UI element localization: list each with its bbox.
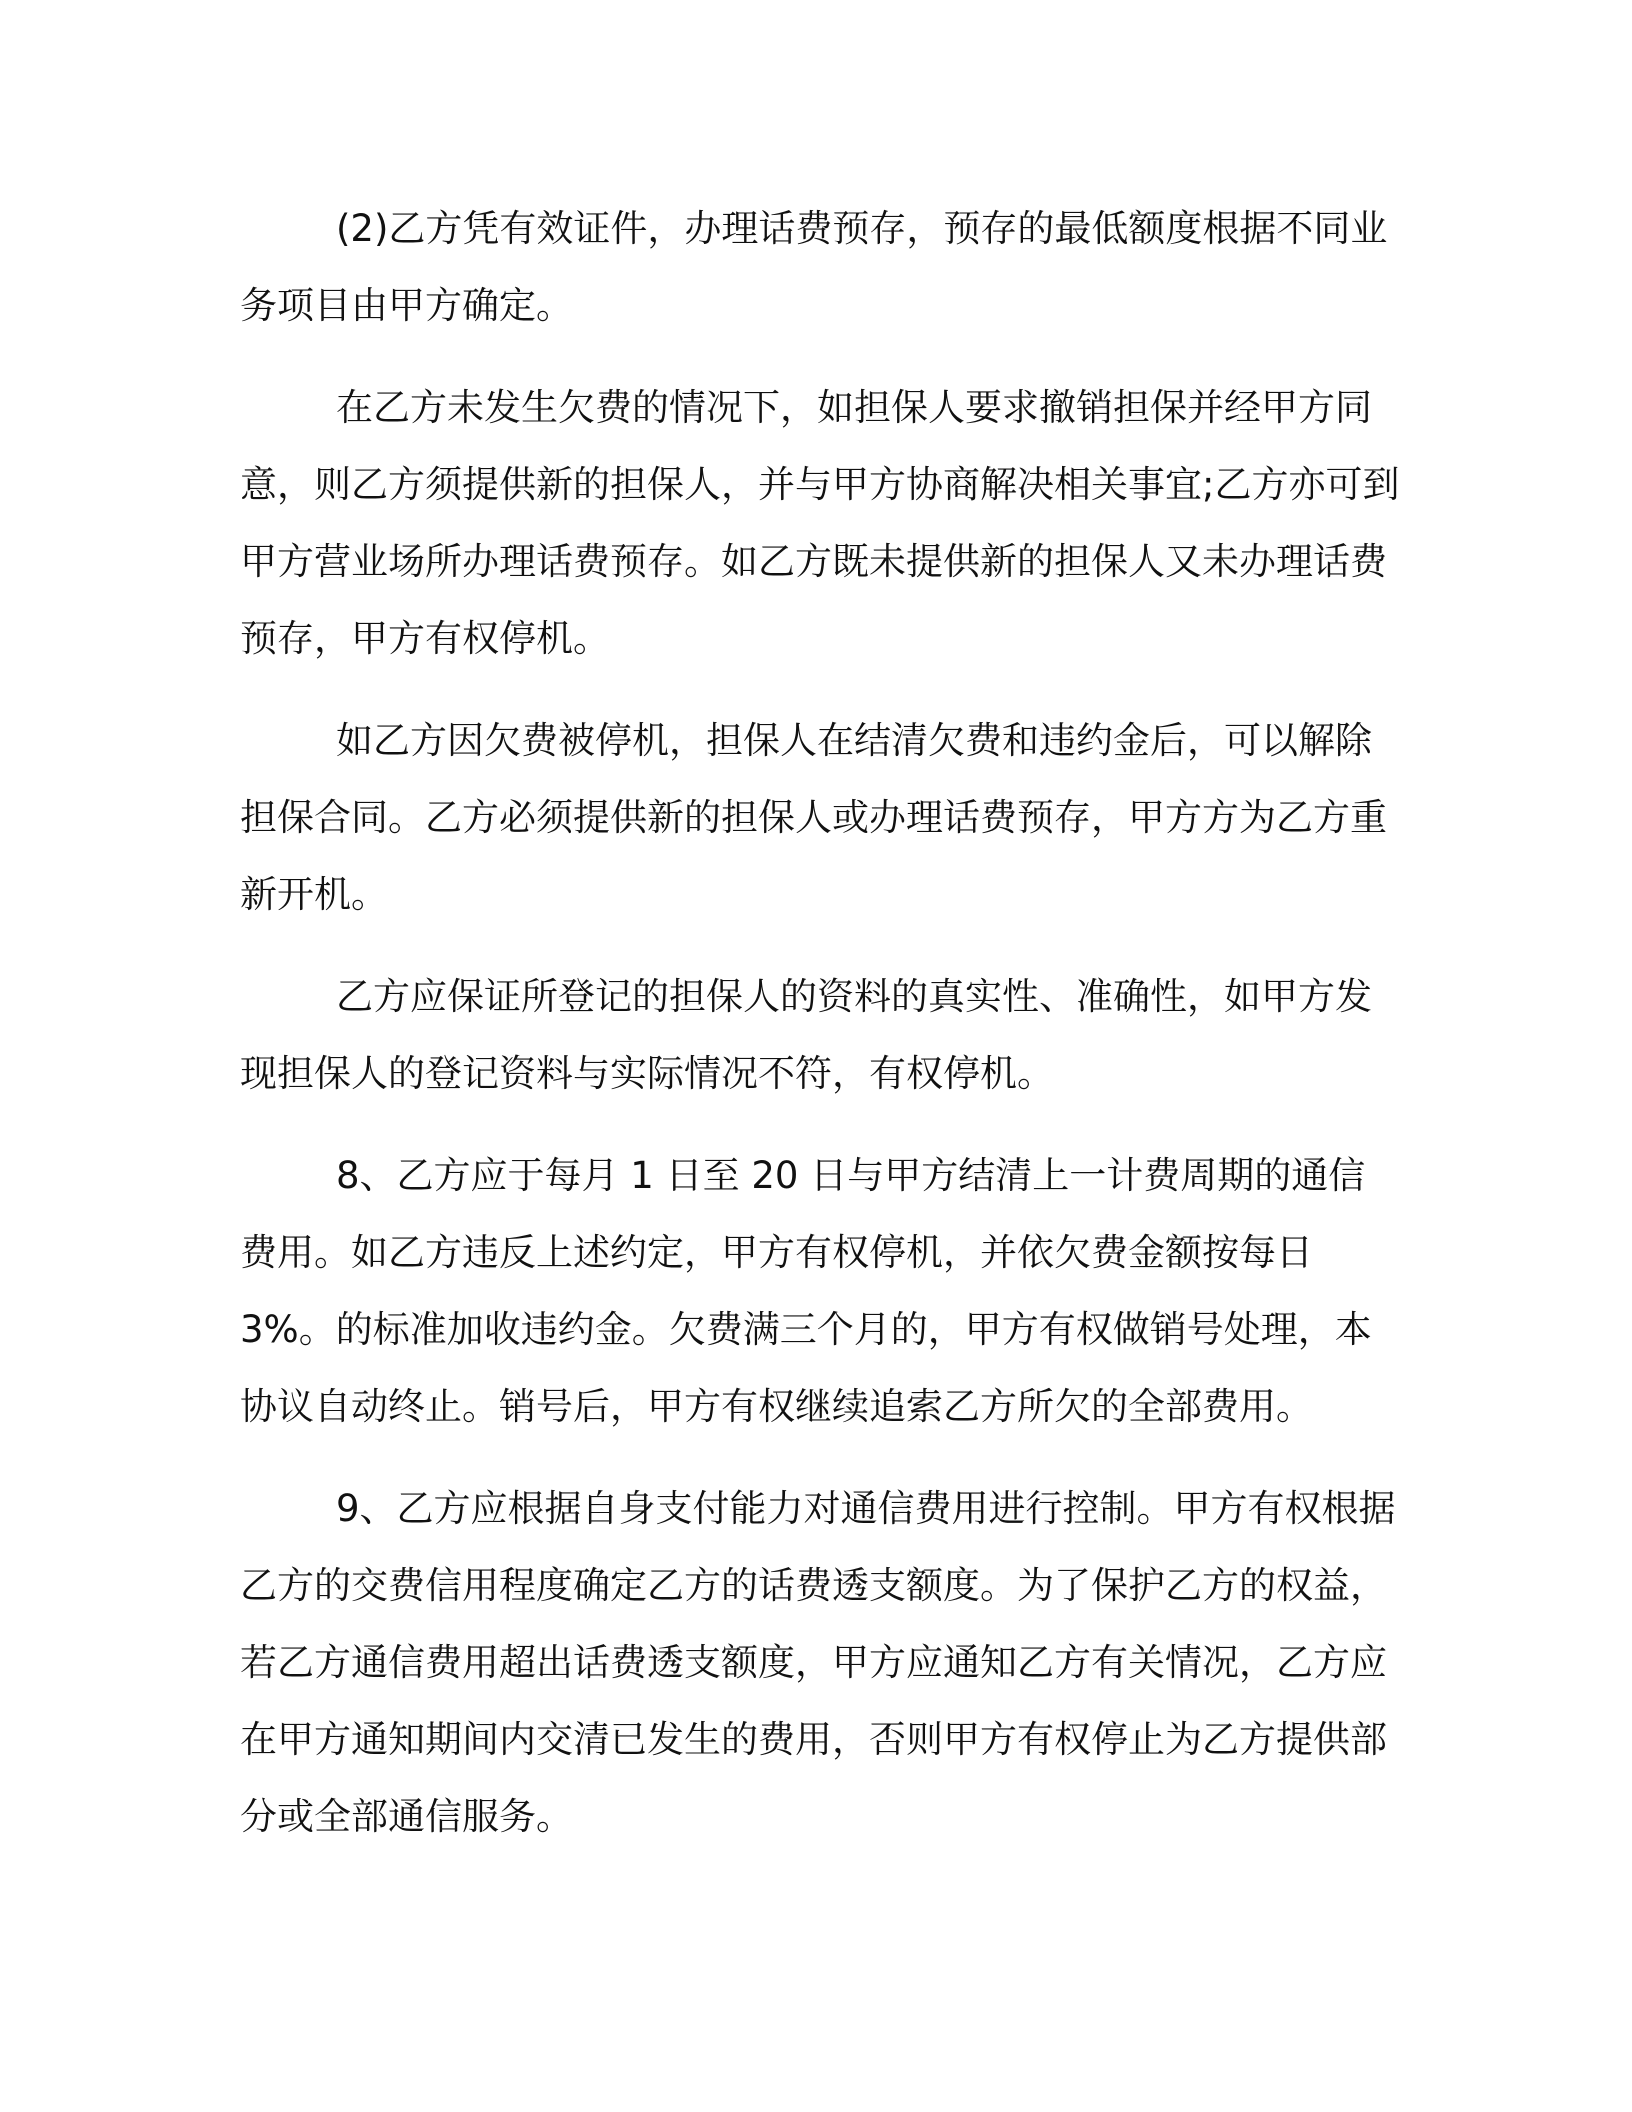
paragraph-clause-8: 8、乙方应于每月 1 日至 20 日与甲方结清上一计费周期的通信费用。如乙方违反上述约定，甲方有权停机，并依欠费金额按每日 3%。的标准加收违约金。欠费满三个月的，甲方有权做销号处理，本协议自动终止。销号后，甲方有权继续追索乙方所欠的全部费用。 <box>240 1154 1372 1428</box>
paragraph-suspension-release: 如乙方因欠费被停机，担保人在结清欠费和违约金后，可以解除担保合同。乙方必须提供新的担保人或办理话费预存，甲方方为乙方重新开机。 <box>240 719 1387 916</box>
paragraph-clause-9: 9、乙方应根据自身支付能力对通信费用进行控制。甲方有权根据乙方的交费信用程度确定乙方的话费透支额度。为了保护乙方的权益，若乙方通信费用超出话费透支额度，甲方应通知乙方有关情况，乙方应在甲方通知期间内交清已发生的费用，否则甲方有权停止为乙方提供部分或全部通信服务。 <box>240 1487 1396 1838</box>
document-body <box>240 190 1400 1880</box>
paragraph-guarantor-info: 乙方应保证所登记的担保人的资料的真实性、准确性，如甲方发现担保人的登记资料与实际情况不符，有权停机。 <box>240 975 1372 1095</box>
paragraph-guarantor-revocation: 在乙方未发生欠费的情况下，如担保人要求撤销担保并经甲方同意，则乙方须提供新的担保人，并与甲方协商解决相关事宜;乙方亦可到甲方营业场所办理话费预存。如乙方既未提供新的担保人又未办理话费预存，甲方有权停机。 <box>240 386 1400 660</box>
paragraph-prepayment: (2)乙方凭有效证件，办理话费预存，预存的最低额度根据不同业务项目由甲方确定。 <box>240 207 1388 327</box>
